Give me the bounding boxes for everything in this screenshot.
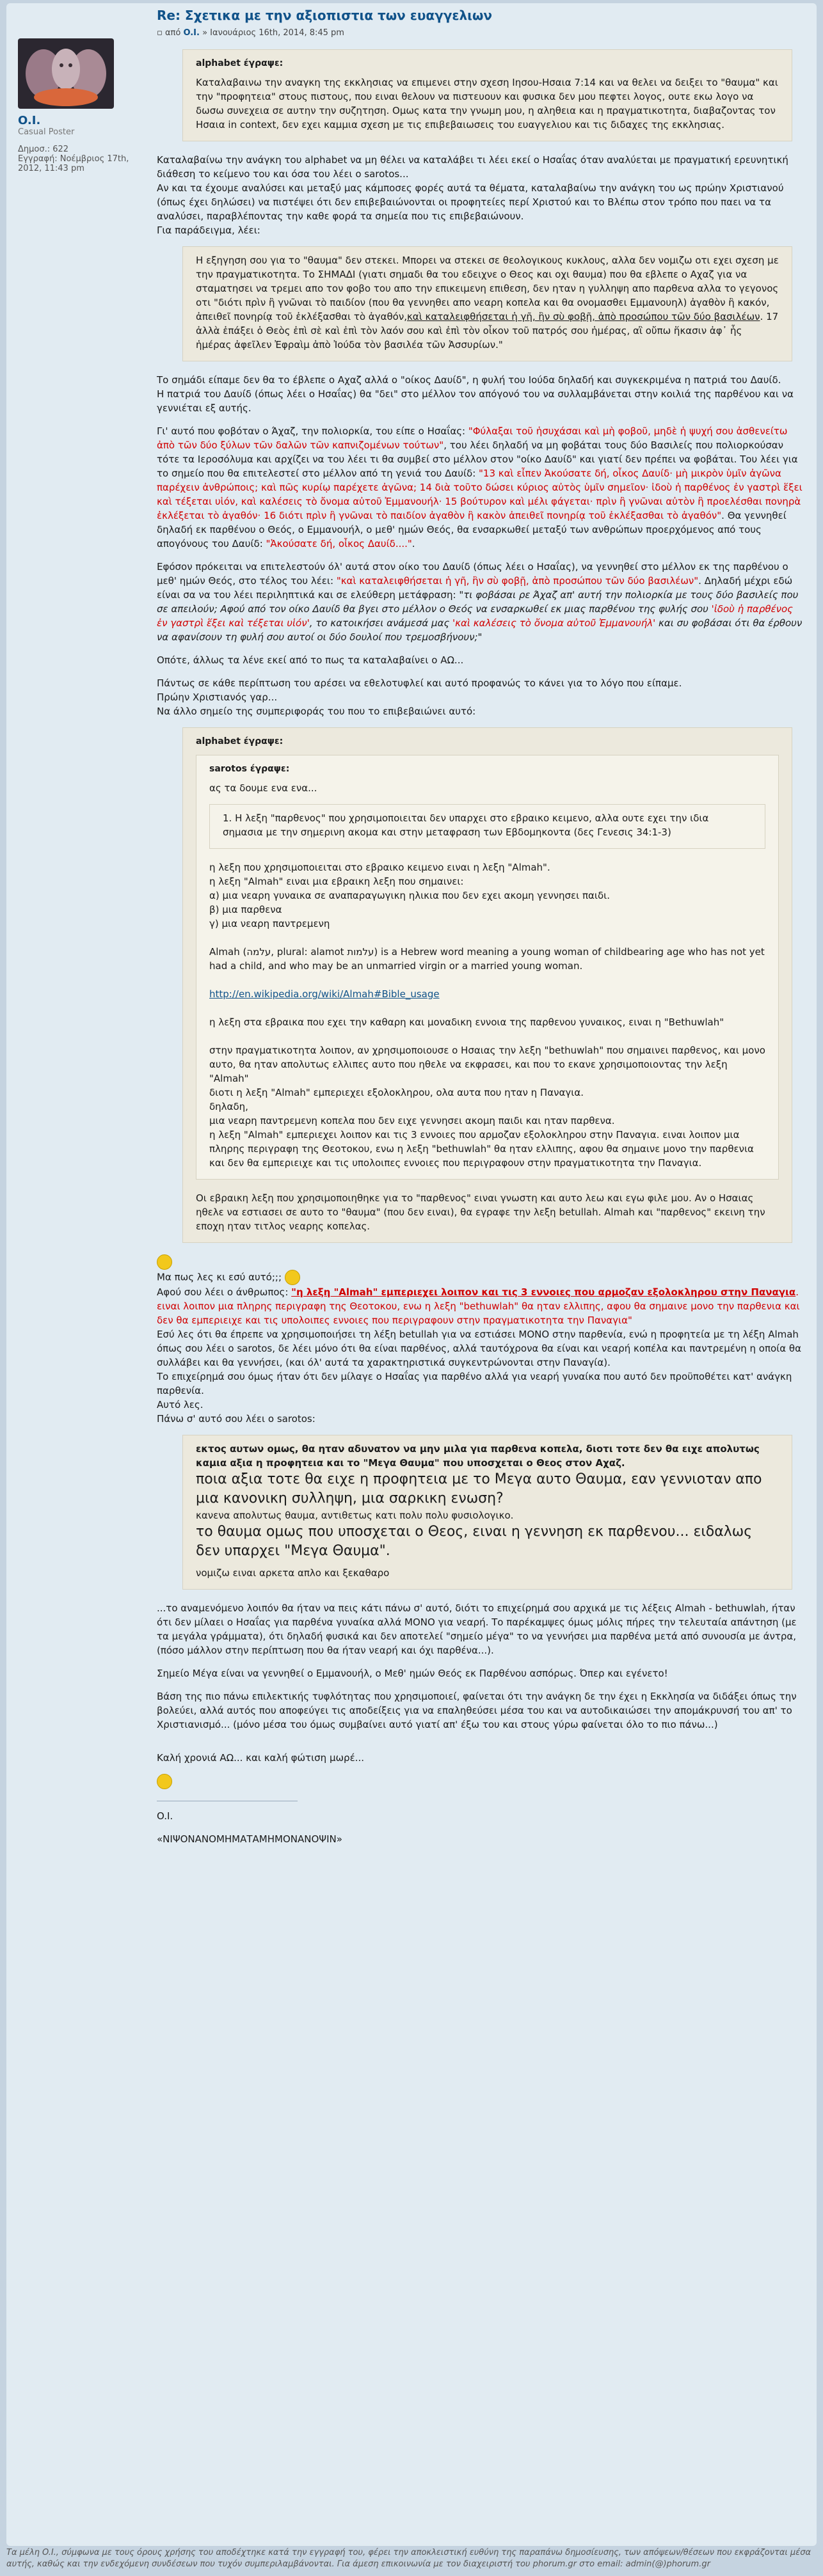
post-body [157, 8, 805, 1855]
quote-cite: alphabet έγραψε: [196, 736, 284, 747]
avatar[interactable] [18, 38, 114, 109]
profile-rank: Casual Poster [18, 127, 75, 137]
nested-quote-block: sarotos έγραψε: ας τα δουμε ενα ενα... 1. Η λεξη "παρθενος" που χρησιμοποιειται δεν υπαρχει στο εβραικο κειμενο, αλλα ουτε εχει την ιδια σημασια με την σημερινη ακομα και στην μεταφραση των Εβδομηκοντα (δες Γενεσις 34:1-3) η λεξη που χρησιμοποιειται στο εβραικο κειμενο ειναι η λεξη "Almah". η λεξη "Almah" ειναι μια εβραικη λεξη που σημαινει: α) μια νεαρη γυναικα σε αναπαραγωγικη ηλικια που δεν εχει ακομη γεννησει παιδι. β) μια παρθενα γ) μια νεαρη παντρεμενη Almah (עלמה, plural: alamot עלמות) is a Hebrew word meaning a young woman of childbearing age who has not yet had a child, and who may be an unmarried virgin or a married young woman. http://en.wikipedia.org/wiki/Almah#Bible_usage η λεξη στα εβραικα που εχει την καθαρη και μοναδικη εννοια της παρθενου γυναικος, ειναι η "Bethuwlah" στην πραγματικοτητα λοιπον, αν χρησιμοποιουσε ο Ησαιας την λεξη "bethuwlah" που σημαινει παρθενος, και μονο αυτο, θα ηταν απολυτως ελλιπες αυτο που ηθελε να εκφρασει, και που το εκανε χρησιμοποιοντας την λεξη "Almah" διοτι η λεξη "Almah" εμπεριεχει εξολοκληρου, ολα αυτα που ηταν η Παναγια. δηλαδη, μια νεαρη παντρεμενη κοπελα που δεν ειχε γεννησει ακομη παιδι και ηταν παρθενα. η λεξη "Almah" εμπεριεχει λοιπον και τις 3 εννοιες που αρμοζαν εξολοκληρου στην Παναγια. ειναι λοιπον μια πληρης περιγραφη της Θεοτοκου, ενω η λεξη "bethuwlah" θα ηταν ελλιπης, αφου θα σημαινε μονο την παρθενια και δεν θα εμπεριειχε και τις υπολοιπες εννοιες που περιγραφουν στην πραγματικοτητα την Παναγια. [196, 755, 779, 1180]
post-meta: ▫ από O.I. » Ιανουάριος 16th, 2014, 8:45 pm [157, 28, 344, 38]
author-profile [18, 38, 140, 173]
wikipedia-link[interactable]: http://en.wikipedia.org/wiki/Almah#Bible_usage [209, 988, 440, 1000]
paragraph [157, 1774, 805, 1789]
profile-post-count: Δημοσ.: 622 [18, 145, 69, 154]
quote-text: Οι εβραικη λεξη που χρησιμοποιηθηκε για το "παρθενος" ειναι γνωστη και αυτο λεω και εγω φιλε μου. Αν ο Ησαιας ηθελε να εστιασει σε αυτο το "θαυμα" (που δεν ειναι), θα εγραφε την λεξη betullah. Almah και "παρθενος" εκεινη την εποχη ηταν τιτλος νεαρης κοπελας. [196, 1192, 765, 1232]
paragraph: Το σημάδι είπαμε δεν θα το έβλεπε ο Αχαζ αλλά ο "οίκος Δαυίδ", η φυλή του Ιούδα δηλαδή και συγκεκριμένα η πατριά του Δαυίδ. Η πατριά του Δαυίδ (όπως λέει ο Ησαΐας) θα "δει" στο μέλλον τον απόγονό του να συλλαμβάνεται στην κοιλιά της παρθένου και να γεννιέται εξ αυτής. [157, 374, 794, 414]
quote-cite: alphabet έγραψε: [196, 58, 284, 68]
paragraph: Πάντως σε κάθε περίπτωση του αρέσει να εθελοτυφλεί και αυτό προφανώς το κάνει για το λόγο που είπαμε. Πρώην Χριστιανός γαρ... Να άλλο σημείο της συμπεριφοράς του που το επιβεβαιώνει αυτό: [157, 677, 682, 717]
profile-username[interactable]: O.I. [18, 114, 41, 127]
quote-block: Η εξηγηση σου για το "θαυμα" δεν στεκει. Μπορει να στεκει σε θεολογικους κυκλους, αλλα δεν νομιζω οτι εχει σχεση με την πραγματικοτητα. Το ΣΗΜΑΔΙ (γιατι σημαδι θα του εδειχνε ο Θεος και οχι θαυμα) που θα εβλεπε ο Αχαζ για να σταματησει να τρεμει απο τον φοβο του απο την επικειμενη επιθεση, δεν ηταν η γυλληψη απο παρθενα αλλα το γεγονος οτι "διότι πρὶν ἢ γνῶναι τὸ παιδίον (που θα γεννηθει απο νεαρη κοπελα και θα ονομασθει Εμμανουηλ) ἀγαθὸν ἢ κακόν, ἀπειθεῖ πονηρίᾳ τοῦ ἐκλέξασθαι τὸ ἀγαθόν,καὶ καταλειφθήσεται ἡ γῆ, ἣν σὺ φοβῇ, ἀπὸ προσώπου τῶν δύο βασιλέων. 17 ἀλλὰ ἐπάξει ὁ Θεὸς ἐπὶ σὲ καὶ ἐπὶ τὸν λαόν σου καὶ ἐπὶ τὸν οἶκον τοῦ πατρός σου ἡμέρας, αἳ οὔπω ἥκασιν ἀφ᾿ ἧς ἡμέρας ἀφεῖλεν Ἐφραὶμ ἀπὸ Ἰούδα τὸν βασιλέα τῶν Ἀσσυρίων." [182, 246, 792, 361]
quote-block [182, 49, 792, 141]
paragraph: Εφόσον πρόκειται να επιτελεστούν όλ' αυτά στον οίκο του Δαυίδ (όπως λέει ο Ησαΐας), να γεννηθεί στο μέλλον εκ της παρθένου ο μεθ' ημών Θεός, στο τέλος του λέει: "καὶ καταλειφθήσεται ἡ γῆ, ἣν σὺ φοβῇ, ἀπὸ προσώπου τῶν δύο βασιλέων". Δηλαδή μέχρι εδώ είναι σα να του λέει περιληπτικά και σε ελεύθερη μετάφραση: "τι φοβάσαι ρε Άχαζ απ' αυτή την πολιορκία με τους δύο βασιλείς που σε απειλούν; Αφού από τον οίκο Δαυίδ θα βγει στο μέλλον ο Θεός να ενσαρκωθεί εκ μιας παρθένου της φυλής σου 'ἰδοὺ ἡ παρθένος ἐν γαστρὶ ἕξει καὶ τέξεται υἱόν', το κατοικήσει ανάμεσά μας 'καὶ καλέσεις τὸ ὄνομα αὐτοῦ Ἐμμανουήλ' και συ φοβάσαι ότι θα έρθουν να αφανίσουν τη φυλή σου αυτοί οι δύο δουλοί που τρεμοσβήνουν;" [157, 561, 803, 643]
paragraph: ...το αναμενόμενο λοιπόν θα ήταν να πεις κάτι πάνω σ' αυτό, διότι το επιχείρημά σου αρχικά με τις λέξεις Almah - bethuwlah, ήταν ότι δεν μίλαει ο Ησαΐας για παρθένα γυναίκα αλλά ΜΟΝΟ για νεαρή. Το παρέκαμψες όμως μόλις πήρες την τελευταία απάντηση (με τα μεγάλα γράμματα), ότι δηλαδή φυσικά και δεν αποτελεί "σημείο μέγα" το να γεννήσει μια παρθένα μετά από συνουσία με άντρα, (πόσο μάλλον στην περίπτωση που θα ήταν νεαρή και όχι παρθένα...). [157, 1602, 797, 1656]
post-icon: ▫ [157, 28, 163, 38]
post-container [6, 3, 817, 2546]
paragraph: Καλή χρονιά ΑΩ... και καλή φώτιση μωρέ... [157, 1752, 364, 1764]
profile-join-date: Εγγραφή: Νοέμβριος 17th, 2012, 11:43 pm [18, 154, 129, 173]
post-author-link[interactable]: O.I. [183, 28, 200, 38]
signature-motto: «ΝΙΨΟΝΑΝΟΜΗΜΑΤΑΜΗΜΟΝΑΝΟΨΙΝ» [157, 1833, 342, 1845]
quote-cite: sarotos έγραψε: [209, 764, 290, 774]
smile-icon [285, 1270, 300, 1285]
paragraph: Γι' αυτό που φοβόταν ο Άχαζ, την πολιορκία, του είπε ο Ησαΐας: "Φύλαξαι τοῦ ἡσυχάσαι καὶ μὴ φοβοῦ, μηδὲ ἡ ψυχή σου ἀσθενείτω ἀπὸ τῶν δύο ξύλων τῶν δαλῶν τῶν καπνιζομένων τούτων", του λέει δηλαδή να μη φοβάται τους δύο Βασιλείς που πολιορκούσαν τότε τα Ιεροσόλυμα και αρχίζει να του λέει τι θα συμβεί στο μέλλον στον "οίκο Δαυίδ" και γιατί δεν πρέπει να φοβάται. Του λέει για το σημείο που θα επιτελεστεί στο μέλλον από τη γενιά του Δαυίδ: "13 καὶ εἶπεν Ἀκούσατε δή, οἶκος Δαυίδ· μὴ μικρὸν ὑμῖν ἀγῶνα παρέχειν ἀνθρώποις; καὶ πῶς κυρίῳ παρέχετε ἀγῶνα; 14 διὰ τοῦτο δώσει κύριος αὐτὸς ὑμῖν σημεῖον· ἰδοὺ ἡ παρθένος ἐν γαστρὶ ἕξει καὶ τέξεται υἱόν, καὶ καλέσεις τὸ ὄνομα αὐτοῦ Ἐμμανουήλ· 15 βούτυρον καὶ μέλι φάγεται· πρὶν ἢ γνῶναι αὐτὸν ἢ προελέσθαι πονηρὰ ἐκλέξεται τὸ ἀγαθόν· 16 διότι πρὶν ἢ γνῶναι τὸ παιδίον ἀγαθὸν ἢ κακὸν ἀπειθεῖ πονηρίᾳ τοῦ ἐκλέξασθαι τὸ ἀγαθόν". Θα γεννηθεί δηλαδή εκ παρθένου ο Θεός, ο Εμμανουήλ, ο μεθ' ημών Θεός, θα ενσαρκωθεί μεταξύ των ανθρώπων προερχόμενος από τους απογόνους του Δαυίδ: "Ἀκούσατε δή, οἶκος Δαυίδ....". [157, 425, 803, 549]
post-title[interactable]: Re: Σχετικα με την αξιοπιστια των ευαγγελιων [157, 8, 492, 23]
paragraph: Σημείο Μέγα είναι να γεννηθεί ο Εμμανουήλ, ο Μεθ' ημών Θεός εκ Παρθένου ασπόρως. Όπερ και εγένετο! [157, 1668, 668, 1679]
wink-smiley-icon [157, 1774, 172, 1789]
paragraph: Μα πως λες κι εσύ αυτό;;; Αφού σου λέει ο άνθρωπος: "η λεξη "Almah" εμπεριεχει λοιπον και τις 3 εννοιες που αρμοζαν εξολοκληρου στην Παναγια. ειναι λοιπον μια πληρης περιγραφη της Θεοτοκου, ενω η λεξη "bethuwlah" θα ηταν ελλιπης, αφου θα σημαινε μονο την παρθενια και δεν θα εμπεριειχε και τις υπολοιπες εννοιες που περιγραφουν στην πραγματικοτητα την Παναγια" Εσύ λες ότι θα έπρεπε να χρησιμοποιήσει τη λέξη betullah για να εστιάσει ΜΟΝΟ στην παρθενία, ενώ η προφητεία με τη λέξη Almah όπως σου λέει ο sarotos, δε λέει μόνο ότι θα είναι παρθένος, αλλά ταυτόχρονα θα είναι και νεαρή κοπέλα και παντρεμένη η οποία θα συλλάβει και θα γεννήσει, (και όλ' αυτά τα χαρακτηριστικά συγκεντρώνονται στην Παναγία). Το επιχείρημά σου όμως ήταν ότι δεν μίλαγε ο Ησαΐας για παρθένο αλλά για νεαρή γυναίκα που αυτό δεν προϋποθέτει κατ' ανάγκη παρθενία. Αυτό λες. Πάνω σ' αυτό σου λέει ο sarotos: [157, 1254, 805, 1426]
paragraph: Βάση της πιο πάνω επιλεκτικής τυφλότητας που χρησιμοποιεί, φαίνεται ότι την ανάγκη δε την έχει η Εκκλησία να διδάξει όπως την βολεύει, αλλά αυτός που αποφεύγει τις αποδείξεις για να επαληθεύσει μέσα του και να αυτοδικαιώσει την απομάκρυνσή του απ' το Χριστιανισμό... (μόνο μέσα του όμως συμβαίνει αυτό γιατί απ' έξω του και στους γύρω φαίνεται όλο το πιο πάνω...) [157, 1691, 797, 1730]
legal-footer: Τα μέλη O.I., σύμφωνα με τους όρους χρήσης του αποδέχτηκε κατά την εγγραφή του, φέρει την αποκλειστική ευθύνη της παραπάνω δημοσίευσης, των απόψεων/θέσεων που εκφράζονται μέσα αυτής, καθώς και την ενδεχόμενη συνδέσεων που τυχόν συμπεριλαμβάνονται. Για άμεση επικοινωνία με τον διαχειριστή του phorum.gr στο email: admin(@)phorum.gr [6, 2548, 811, 2569]
paragraph: Καταλαβαίνω την ανάγκη του alphabet να μη θέλει να καταλάβει τι λέει εκεί ο Ησαΐας όταν αναλύεται με πραγματική ερευνητική διάθεση το κείμενο του και όσα του λέει ο sarotos... Αν και τα έχουμε αναλύσει και μεταξύ μας κάμποσες φορές αυτά τα θέματα, καταλαβαίνω την ανάγκη του ως πρώην Χριστιανού (όπως έχει δηλώσει) να πιστέψει ότι δεν επιβεβαιώνονται οι προφητείες περί Χριστού και το Βλέπω στον τρόπο που παει να τα αναλύσει, παραβλέποντας την καθε φορά τα σημεία που τις επιβεβαιώνουν. Για παράδειγμα, λέει: [157, 154, 788, 236]
quote-block [182, 727, 792, 1243]
nested-quote-block: 1. Η λεξη "παρθενος" που χρησιμοποιειται δεν υπαρχει στο εβραικο κειμενο, αλλα ουτε εχει την ιδια σημασια με την σημερινη ακομα και στην μεταφραση των Εβδομηκοντα (δες Γενεσις 34:1-3) [209, 804, 765, 849]
signature-name: O.I. [157, 1810, 173, 1822]
confused-smiley-icon [157, 1254, 172, 1270]
paragraph: Οπότε, άλλως τα λένε εκεί από το πως τα καταλαβαίνει ο ΑΩ... [157, 654, 464, 666]
quote-block: εκτος αυτων ομως, θα ηταν αδυνατον να μην μιλα για παρθενα κοπελα, διοτι τοτε δεν θα ειχε απολυτως καμια αξια η προφητεια και το "Μεγα Θαυμα" που υποσχεται ο Θεος στον Αχαζ. ποια αξια τοτε θα ειχε η προφητεια με το Μεγα αυτο Θαυμα, εαν γεννιοταν απο μια κανονικη συλληψη, μια σαρκικη ενωση? κανενα απολυτως θαυμα, αντιθετως κατι πολυ πολυ φυσιολογικο. το θαυμα ομως που υποσχεται ο Θεος, ειναι η γεννηση εκ παρθενου... ειδαλως δεν υπαρχει "Μεγα Θαυμα". νομιζω ειναι αρκετα απλο και ξεκαθαρο [182, 1435, 792, 1590]
quote-text: Καταλαβαινω την αναγκη της εκκλησιας να επιμενει στην σχεση Ιησου-Ησαια 7:14 και να θελει να δειξει το "θαυμα" και την "προφητεια" στους πιστους, που ειναι θελουν να πιστευουν και φυσικα δεν μου πεφτει λογος, ουτε εκω λογο να δωσω συνεχεια σε αυτην την συζητηση. Ομως κατα την γνωμη μου, η αληθεια και η πραγματικοτητα, διαβαζοντας τον Ησαια in context, δεν εχει καμμια σχεση με τις επιβεβαιωσεις του ευαγγελιου και τις διδαχες της εκκλησιας. [196, 77, 778, 130]
post-date: » Ιανουάριος 16th, 2014, 8:45 pm [202, 28, 344, 38]
